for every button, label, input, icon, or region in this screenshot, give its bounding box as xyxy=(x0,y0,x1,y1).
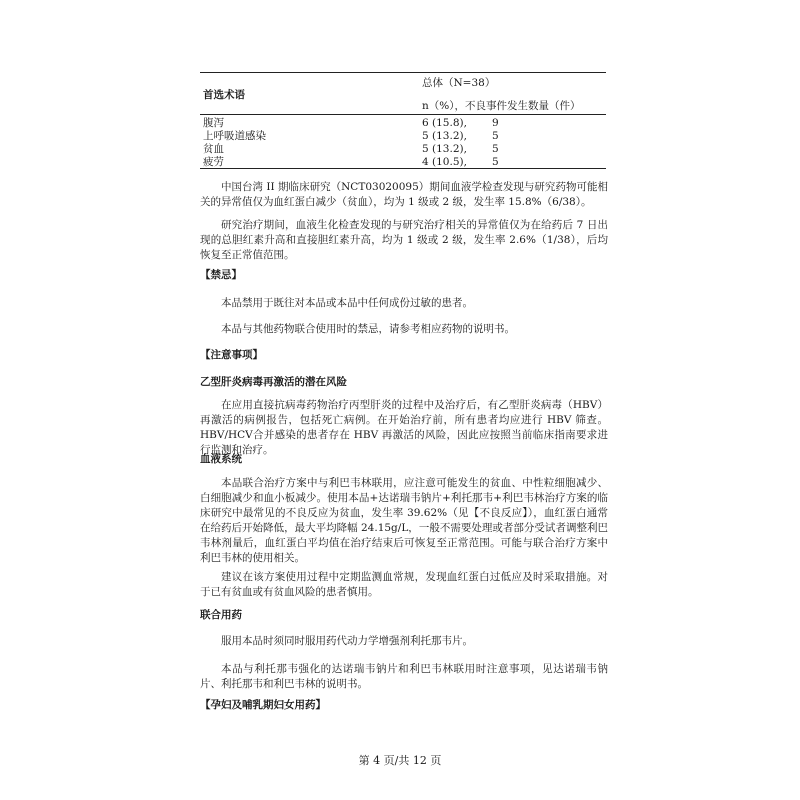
pregnancy-heading: 【孕妇及哺乳期妇女用药】 xyxy=(200,699,326,711)
precautions-heading: 【注意事项】 xyxy=(200,349,263,361)
table-row-term: 贫血 xyxy=(203,143,224,155)
table-term-header: 首选术语 xyxy=(203,89,245,101)
table-row-term: 上呼吸道感染 xyxy=(203,130,266,142)
table-row-n-pct: 6 (15.8), xyxy=(422,117,467,129)
table-row-term: 腹泻 xyxy=(203,117,224,129)
combination-text: 服用本品时须同时服用药代动力学增强剂利托那韦片。 xyxy=(221,635,473,647)
table-header-rule xyxy=(200,114,606,115)
table-top-rule xyxy=(200,72,606,73)
hbv-heading: 乙型肝炎病毒再激活的潜在风险 xyxy=(200,376,347,388)
lab-paragraph-biochemistry: 研究治疗期间，血液生化检查发现的与研究治疗相关的异常值仅为在给药后 7 日出现的总胆红素升高和直接胆红素升高，均为 1 级或 2 级，发生率 2.6%（1/38），后均恢复至正常值范围。 xyxy=(200,219,608,261)
combination-heading: 联合用药 xyxy=(200,609,242,621)
contraindication-text: 本品与其他药物联合使用时的禁忌，请参考相应药物的说明书。 xyxy=(221,323,515,335)
contraindication-text: 本品禁用于既往对本品或本品中任何成份过敏的患者。 xyxy=(221,297,473,309)
hbv-paragraph: 在应用直接抗病毒药物治疗丙型肝炎的过程中及治疗后，有乙型肝炎病毒（HBV）再激活的病例报告，包括死亡病例。在开始治疗前，所有患者均应进行 HBV 筛查。HBV/HCV合并感染的患者存在 HBV 再激活的风险，因此应按照当前临床指南要求进行监测和治疗。 xyxy=(200,399,608,456)
blood-advice-paragraph: 建议在该方案使用过程中定期监测血常规，发现血红蛋白过低应及时采取措施。对于已有贫血或有贫血风险的患者慎用。 xyxy=(200,571,608,598)
table-row-count: 5 xyxy=(492,130,499,142)
table-bottom-rule xyxy=(200,168,606,169)
table-column-header: n（%），不良事件发生数量（件） xyxy=(422,100,581,112)
contraindications-heading: 【禁忌】 xyxy=(200,269,242,281)
table-group-header: 总体（N=38） xyxy=(422,77,496,89)
page-number: 第 4 页/共 12 页 xyxy=(358,754,442,767)
table-row-count: 5 xyxy=(492,156,499,168)
lab-paragraph-hematology: 中国台湾 II 期临床研究（NCT03020095）期间血液学检查发现与研究药物可能相关的异常值仅为血红蛋白减少（贫血），均为 1 级或 2 级，发生率 15.8%（6/38）。 xyxy=(200,181,608,208)
table-row-term: 疲劳 xyxy=(203,156,224,168)
table-row-n-pct: 5 (13.2), xyxy=(422,130,467,142)
blood-system-paragraph: 本品联合治疗方案中与利巴韦林联用，应注意可能发生的贫血、中性粒细胞减少、白细胞减少和血小板减少。使用本品+达诺瑞韦钠片+利托那韦+利巴韦林治疗方案的临床研究中最常见的不良反应为贫血，发生率 39.62%（见【不良反应】），血红蛋白通常在给药后开始降低，最大平均降幅 24.15g/L，一般不需要处理或者部分受试者调整利巴韦林剂量后，血红蛋白平均值在治疗结束后可恢复至正常范围。可能与联合治疗方案中利巴韦林的使用相关。 xyxy=(200,477,608,564)
table-row-n-pct: 4 (10.5), xyxy=(422,156,467,168)
table-row-count: 5 xyxy=(492,143,499,155)
table-row-n-pct: 5 (13.2), xyxy=(422,143,467,155)
blood-system-heading: 血液系统 xyxy=(200,453,242,465)
table-row-count: 9 xyxy=(492,117,499,129)
combination-text: 本品与利托那韦强化的达诺瑞韦钠片和利巴韦林联用时注意事项，见达诺瑞韦钠片、利托那韦和利巴韦林的说明书。 xyxy=(200,663,608,690)
